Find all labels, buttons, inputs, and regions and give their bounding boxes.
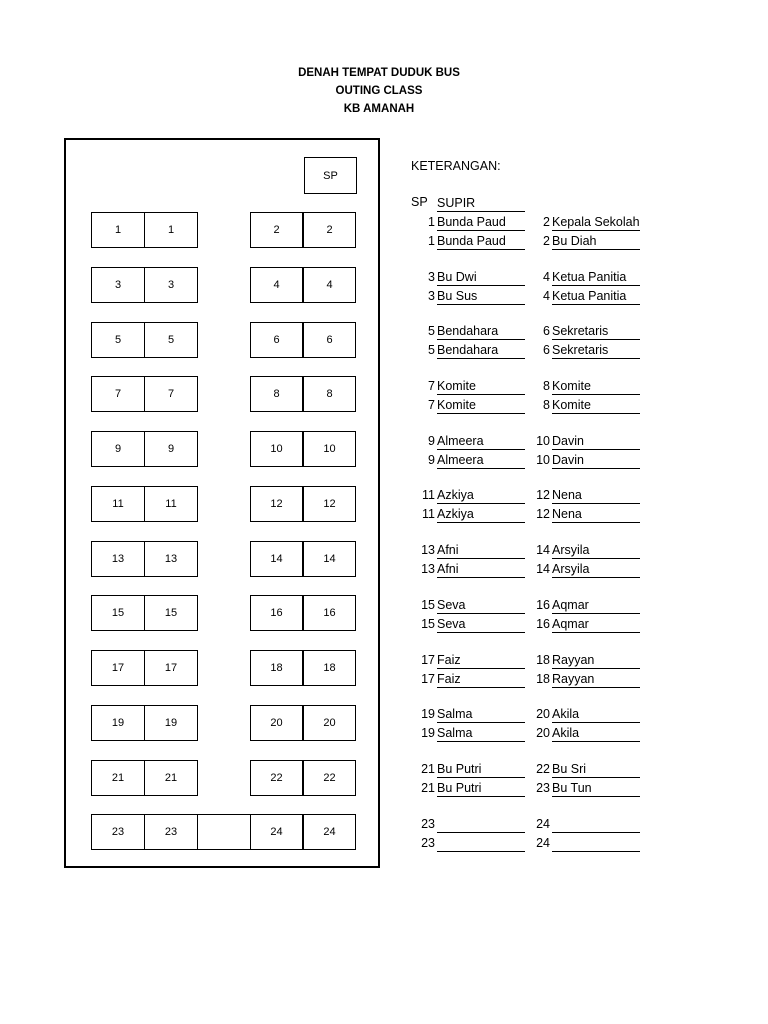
legend-seat-number: 3 [428, 270, 435, 284]
seat-box: 15 [91, 595, 145, 631]
legend-seat-number: 2 [543, 233, 550, 248]
seat-box: 16 [303, 595, 356, 631]
legend-passenger-name: Salma [437, 705, 525, 723]
seat-box: 4 [303, 267, 356, 303]
legend-seat-number: 14 [536, 561, 550, 576]
seat-box: 7 [144, 376, 198, 412]
legend-seat-number: 19 [421, 707, 435, 721]
legend-passenger-name: Sekretaris [552, 322, 640, 340]
legend-passenger-name: Bendahara [437, 322, 525, 340]
legend-passenger-name: Bu Dwi [437, 268, 525, 286]
seat-box: 19 [144, 705, 198, 741]
legend-passenger-name: Arsyila [552, 560, 640, 578]
legend-passenger-name: Komite [437, 396, 525, 414]
seat-box: 22 [303, 760, 356, 796]
seat-box: 7 [91, 376, 145, 412]
legend-seat-number: 21 [421, 762, 435, 776]
legend-heading: KETERANGAN: [411, 159, 501, 173]
legend-seat-number: 12 [536, 488, 550, 502]
legend-passenger-name: Kepala Sekolah [552, 215, 640, 229]
legend-seat-number: 4 [543, 288, 550, 303]
legend-seat-number: 7 [428, 379, 435, 393]
legend-seat-number: 8 [543, 397, 550, 412]
document-school-name: KB AMANAH [343, 103, 415, 115]
legend-seat-number: 20 [536, 707, 550, 721]
legend-passenger-name: Komite [552, 377, 640, 395]
legend-seat-number: 17 [421, 671, 435, 686]
legend-seat-number: 9 [428, 434, 435, 448]
legend-seat-number: 18 [536, 653, 550, 667]
legend-passenger-name: Nena [552, 505, 640, 523]
legend-passenger-name: Almeera [437, 451, 525, 469]
legend-passenger-name: Salma [437, 724, 525, 742]
legend-passenger-name: Arsyila [552, 541, 640, 559]
seat-box: 11 [91, 486, 145, 522]
legend-passenger-name: Afni [437, 560, 525, 578]
seat-box: 23 [91, 814, 145, 850]
seat-box: 8 [303, 376, 356, 412]
legend-seat-number: 1 [428, 233, 435, 248]
seat-box: 20 [250, 705, 303, 741]
seat-box: 9 [91, 431, 145, 467]
seat-box: 4 [250, 267, 303, 303]
legend-passenger-name: Azkiya [437, 486, 525, 504]
seat-box: 23 [144, 814, 198, 850]
legend-seat-number: 11 [422, 488, 435, 502]
legend-passenger-name: Sekretaris [552, 341, 640, 359]
legend-passenger-name: Azkiya [437, 505, 525, 523]
legend-passenger-name: Aqmar [552, 615, 640, 633]
legend-passenger-name [552, 815, 640, 833]
legend-seat-number: 14 [536, 543, 550, 557]
seat-box: 24 [303, 814, 356, 850]
seat-box: 18 [303, 650, 356, 686]
legend-passenger-name [437, 815, 525, 833]
seat-box: 14 [303, 541, 356, 577]
legend-seat-number: 5 [428, 342, 435, 357]
legend-passenger-name: Almeera [437, 432, 525, 450]
legend-seat-number: 24 [536, 835, 550, 850]
seat-box: 5 [144, 322, 198, 358]
seat-box: 9 [144, 431, 198, 467]
legend-passenger-name: Bu Putri [437, 779, 525, 797]
legend-passenger-name: Bu Putri [437, 760, 525, 778]
legend-seat-number: 13 [421, 561, 435, 576]
legend-seat-number: 24 [536, 817, 550, 831]
seat-box: 11 [144, 486, 198, 522]
legend-driver-code: SP [411, 195, 428, 209]
legend-seat-number: 1 [428, 215, 435, 229]
legend-seat-number: 9 [428, 452, 435, 467]
legend-passenger-name: Seva [437, 596, 525, 614]
seat-box: 1 [144, 212, 198, 248]
seat-box: 3 [91, 267, 145, 303]
legend-seat-number: 10 [536, 452, 550, 467]
legend-passenger-name: Ketua Panitia [552, 287, 640, 305]
seat-box: 2 [250, 212, 303, 248]
seat-box: 19 [91, 705, 145, 741]
driver-seat: SP [304, 157, 357, 194]
legend-passenger-name: Bendahara [437, 341, 525, 359]
legend-seat-number: 12 [536, 506, 550, 521]
seat-box: 5 [91, 322, 145, 358]
document-subtitle: OUTING CLASS [335, 85, 423, 97]
legend-passenger-name: Rayyan [552, 651, 640, 669]
legend-passenger-name: Davin [552, 432, 640, 450]
legend-passenger-name: Seva [437, 615, 525, 633]
legend-passenger-name: Akila [552, 724, 640, 742]
seat-box: 12 [250, 486, 303, 522]
legend-seat-number: 16 [536, 598, 550, 612]
legend-passenger-name: Davin [552, 451, 640, 469]
seat-box: 15 [144, 595, 198, 631]
seat-box: 13 [144, 541, 198, 577]
seat-box: 8 [250, 376, 303, 412]
seat-box: 3 [144, 267, 198, 303]
legend-seat-number: 17 [421, 653, 435, 667]
legend-seat-number: 10 [536, 434, 550, 448]
seat-box: 21 [144, 760, 198, 796]
legend-passenger-name: Komite [552, 396, 640, 414]
legend-seat-number: 16 [536, 616, 550, 631]
legend-passenger-name: Bu Sus [437, 287, 525, 305]
legend-seat-number: 15 [421, 598, 435, 612]
seat-box: 10 [250, 431, 303, 467]
seat-box: 10 [303, 431, 356, 467]
seat-box: 22 [250, 760, 303, 796]
seat-box: 17 [91, 650, 145, 686]
legend-seat-number: 6 [543, 342, 550, 357]
legend-passenger-name: Bu Sri [552, 760, 640, 778]
seat-box: 21 [91, 760, 145, 796]
legend-passenger-name: Bunda Paud [437, 232, 525, 250]
legend-passenger-name: Bu Diah [552, 232, 640, 250]
legend-seat-number: 18 [536, 671, 550, 686]
legend-passenger-name: Faiz [437, 670, 525, 688]
legend-passenger-name: Nena [552, 486, 640, 504]
legend-passenger-name: Komite [437, 377, 525, 395]
seat-box: 18 [250, 650, 303, 686]
legend-seat-number: 2 [543, 215, 550, 229]
seat-box: 14 [250, 541, 303, 577]
legend-seat-number: 23 [536, 780, 550, 795]
legend-passenger-name: Afni [437, 541, 525, 559]
seat-box: 17 [144, 650, 198, 686]
legend-seat-number: 6 [543, 324, 550, 338]
legend-passenger-name: Akila [552, 705, 640, 723]
legend-seat-number: 23 [421, 817, 435, 831]
seat-box: 6 [303, 322, 356, 358]
legend-seat-number: 23 [421, 835, 435, 850]
legend-seat-number: 7 [428, 397, 435, 412]
legend-driver-name: SUPIR [437, 194, 525, 212]
legend-seat-number: 3 [428, 288, 435, 303]
legend-seat-number: 11 [422, 506, 435, 521]
legend-seat-number: 5 [428, 324, 435, 338]
seat-box: 12 [303, 486, 356, 522]
legend-seat-number: 22 [536, 762, 550, 776]
legend-seat-number: 4 [543, 270, 550, 284]
legend-seat-number: 21 [421, 780, 435, 795]
legend-seat-number: 15 [421, 616, 435, 631]
seat-box: 13 [91, 541, 145, 577]
legend-passenger-name: Faiz [437, 651, 525, 669]
seat-box: 16 [250, 595, 303, 631]
legend-passenger-name [437, 834, 525, 852]
legend-seat-number: 20 [536, 725, 550, 740]
seat-box: 2 [303, 212, 356, 248]
seat-box: 24 [250, 814, 303, 850]
legend-seat-number: 13 [421, 543, 435, 557]
legend-passenger-name: Aqmar [552, 596, 640, 614]
legend-passenger-name: Bunda Paud [437, 213, 525, 231]
seat-box: 20 [303, 705, 356, 741]
seat-box-middle [197, 814, 251, 850]
legend-seat-number: 19 [421, 725, 435, 740]
document-title: DENAH TEMPAT DUDUK BUS [298, 67, 460, 79]
seat-box: 6 [250, 322, 303, 358]
seat-box: 1 [91, 212, 145, 248]
legend-passenger-name: Rayyan [552, 670, 640, 688]
legend-seat-number: 8 [543, 379, 550, 393]
legend-passenger-name: Ketua Panitia [552, 268, 640, 286]
legend-passenger-name [552, 834, 640, 852]
legend-passenger-name: Bu Tun [552, 779, 640, 797]
